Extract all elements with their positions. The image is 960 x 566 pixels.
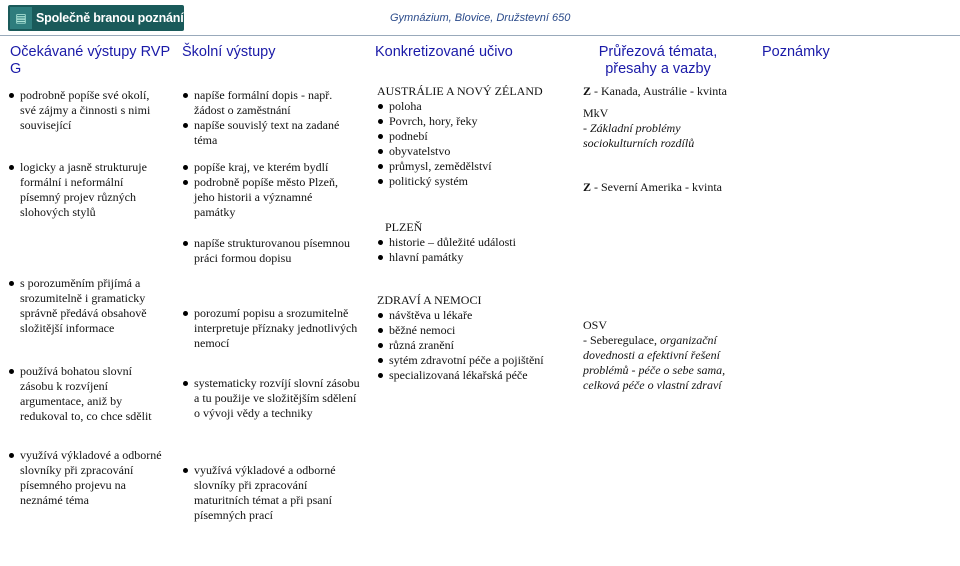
list-item: běžné nemoci — [377, 323, 577, 338]
subject-code: Z — [583, 84, 592, 98]
cross-topic-text: - Severní Amerika - kvinta — [591, 180, 722, 194]
list-item: porozumí popisu a srozumitelně interpretuje příznaky jednotlivých nemocí — [182, 306, 362, 351]
cross-topic-text — [583, 333, 738, 393]
book-icon: ▤ — [10, 7, 32, 29]
list-item: podnebí — [377, 129, 577, 144]
top-bar — [0, 0, 960, 40]
osv-detail: organizační dovednosti a efektivní řešení problémů - péče o sebe sama, celková péče o vlastní zdraví — [583, 333, 726, 392]
topic-health — [377, 293, 577, 383]
cross-topic-mkv — [583, 106, 743, 151]
col1-group1 — [8, 88, 163, 220]
logo-text: Společně branou poznání — [36, 11, 184, 25]
list-item: obyvatelstvo — [377, 144, 577, 159]
topic-title: ZDRAVÍ A NEMOCI — [377, 293, 482, 307]
topic-plzen — [377, 220, 577, 265]
col2-group2 — [182, 306, 362, 421]
project-logo — [8, 5, 184, 31]
header-curriculum: Konkretizované učivo — [375, 44, 513, 60]
col1-group3 — [8, 448, 168, 508]
cross-topic-z2 — [583, 180, 748, 195]
list-item: napíše formální dopis - např. žádost o zaměstnání — [182, 88, 354, 118]
col2-group3 — [182, 463, 352, 523]
list-item: poloha — [377, 99, 577, 114]
header-notes: Poznámky — [762, 44, 830, 60]
col1-group2 — [8, 276, 163, 424]
list-item: historie – důležité události — [377, 235, 577, 250]
list-item: napíše souvislý text na zadané téma — [182, 118, 354, 148]
list-item: různá zranění — [377, 338, 577, 353]
header-expected-outputs: Očekávané výstupy RVP G — [10, 44, 170, 77]
list-item: sytém zdravotní péče a pojištění — [377, 353, 577, 368]
list-item: s porozuměním přijímá a srozumitelně i gramaticky správně předává obsahově složitější informace — [8, 276, 163, 336]
cross-topic-z1 — [583, 84, 748, 99]
header-divider — [0, 35, 960, 36]
list-item: průmysl, zemědělství — [377, 159, 577, 174]
list-item: návštěva u lékaře — [377, 308, 577, 323]
list-item: podrobně popíše své okolí, své zájmy a činnosti s nimi související — [8, 88, 163, 133]
osv-lead: - Seberegulace, — [583, 333, 657, 347]
list-item: popíše kraj, ve kterém bydlí — [182, 160, 354, 175]
cross-topic-title: MkV — [583, 106, 609, 120]
list-item: hlavní památky — [377, 250, 577, 265]
school-name: Gymnázium, Blovice, Družstevní 650 — [390, 12, 571, 24]
header-cross-topics: Průřezová témata, přesahy a vazby — [598, 44, 718, 77]
topic-title: PLZEŇ — [385, 220, 423, 234]
col2-group1 — [182, 88, 354, 266]
cross-topic-text: - Základní problémy sociokulturních rozdílů — [583, 121, 695, 150]
list-item: logicky a jasně strukturuje formální i neformální písemný projev různých slohových stylů — [8, 160, 163, 220]
list-item: napíše strukturovanou písemnou práci formou dopisu — [182, 236, 354, 266]
list-item: využívá výkladové a odborné slovníky při zpracování písemného projevu na neznámé téma — [8, 448, 168, 508]
list-item: podrobně popíše město Plzeň, jeho historii a významné památky — [182, 175, 354, 220]
header-school-outputs: Školní výstupy — [182, 44, 276, 60]
cross-topic-title: OSV — [583, 318, 608, 332]
list-item: specializovaná lékařská péče — [377, 368, 577, 383]
list-item: Povrch, hory, řeky — [377, 114, 577, 129]
cross-topic-osv — [583, 318, 738, 393]
list-item: používá bohatou slovní zásobu k rozvíjení argumentace, aniž by redukoval to, co chce sdělit — [8, 364, 163, 424]
topic-title: AUSTRÁLIE A NOVÝ ZÉLAND — [377, 84, 543, 98]
topic-australia — [377, 84, 577, 189]
list-item: systematicky rozvíjí slovní zásobu a tu použije ve složitějším sdělení o vývoji vědy a techniky — [182, 376, 362, 421]
cross-topic-text: - Kanada, Austrálie - kvinta — [591, 84, 727, 98]
subject-code: Z — [583, 180, 592, 194]
list-item: využívá výkladové a odborné slovníky při zpracování maturitních témat a při psaní písemných prací — [182, 463, 352, 523]
list-item: politický systém — [377, 174, 577, 189]
